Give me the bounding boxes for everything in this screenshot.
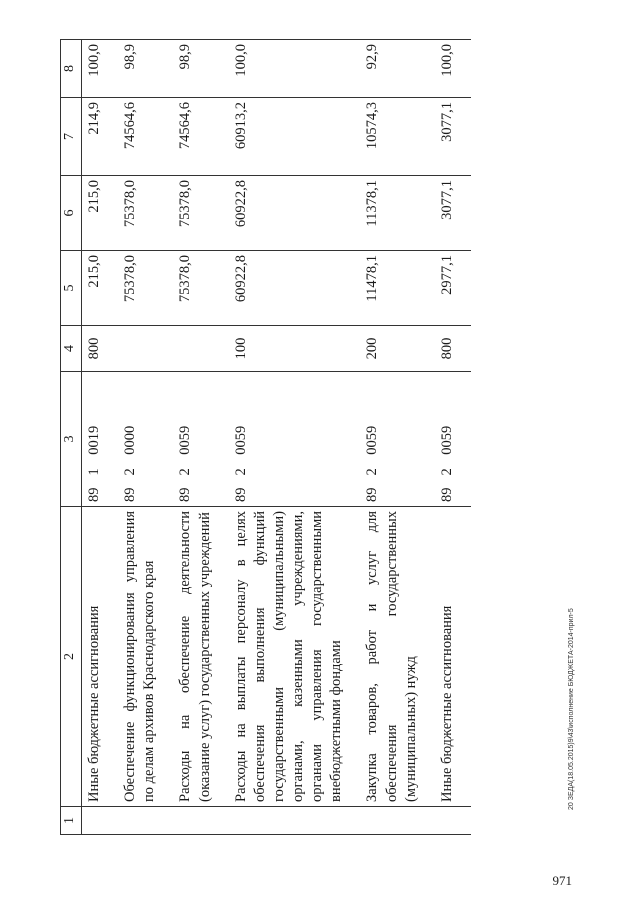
- row-approved: 60922,8: [229, 176, 361, 251]
- row-exp-type: [173, 326, 228, 372]
- row-exp-type: 800: [82, 326, 119, 372]
- row-name: Иные бюджетные ассигнования: [82, 507, 119, 807]
- row-plan: 75378,0: [173, 251, 228, 326]
- row-codes: 8920059: [229, 372, 361, 507]
- header-row: [61, 40, 82, 835]
- table-row: [435, 40, 471, 835]
- row-executed: 60913,2: [229, 98, 361, 176]
- col-header: 1: [61, 807, 82, 835]
- rotated-content: [60, 40, 590, 835]
- budget-table: [60, 39, 471, 835]
- row-plan: 11478,1: [360, 251, 434, 326]
- row-approved: 3077,1: [435, 176, 471, 251]
- row-exp-type: 200: [360, 326, 434, 372]
- col-header: 2: [61, 507, 82, 807]
- row-codes: 8920059: [173, 372, 228, 507]
- table-row: [118, 40, 173, 835]
- col-header: 8: [61, 40, 82, 98]
- col-header: 3: [61, 372, 82, 507]
- row-executed: 10574,3: [360, 98, 434, 176]
- row-name: Обеспечение функционирования управления по делам архивов Краснодарского края: [118, 507, 173, 807]
- row-name: Расходы на выплаты персоналу в целях обеспечения выполнения функций государственными (муниципальными) органами, казенными учреждениями, органами управления государственными внебюджетными фондами: [229, 507, 361, 807]
- row-executed: 3077,1: [435, 98, 471, 176]
- col-header: 6: [61, 176, 82, 251]
- row-percent: 98,9: [118, 40, 173, 98]
- row-percent: 92,9: [360, 40, 434, 98]
- row-name: Расходы на обеспечение деятельности (оказание услуг) государственных учреждений: [173, 507, 228, 807]
- row-exp-type: [118, 326, 173, 372]
- row-percent: 100,0: [435, 40, 471, 98]
- table-row: [360, 40, 434, 835]
- row-exp-type: 100: [229, 326, 361, 372]
- row-percent: 100,0: [82, 40, 119, 98]
- row-executed: 74564,6: [118, 98, 173, 176]
- page-number: 971: [552, 873, 572, 888]
- table-row: [82, 40, 119, 835]
- row-codes: 8920059: [435, 372, 471, 507]
- row-approved: 75378,0: [173, 176, 228, 251]
- row-name: Иные бюджетные ассигнования: [435, 507, 471, 807]
- row-codes: 8910019: [82, 372, 119, 507]
- row-exp-type: 800: [435, 326, 471, 372]
- col-header: 7: [61, 98, 82, 176]
- row-approved: 11378,1: [360, 176, 434, 251]
- table-row: [173, 40, 228, 835]
- row-name: Закупка товаров, работ и услуг для обеспечения государственных (муниципальных) нужд: [360, 507, 434, 807]
- row-approved: 215,0: [82, 176, 119, 251]
- footer-file-path: 20 ЗЕДА(18.05.2015)9\43\исполнение БЮДЖЕТА-2014-прил-5: [568, 608, 575, 810]
- row-executed: 74564,6: [173, 98, 228, 176]
- row-percent: 98,9: [173, 40, 228, 98]
- row-plan: 75378,0: [118, 251, 173, 326]
- row-codes: 8920000: [118, 372, 173, 507]
- row-plan: 215,0: [82, 251, 119, 326]
- row-approved: 75378,0: [118, 176, 173, 251]
- row-percent: 100,0: [229, 40, 361, 98]
- row-codes: 8920059: [360, 372, 434, 507]
- row-executed: 214,9: [82, 98, 119, 176]
- col-header: 4: [61, 326, 82, 372]
- col-header: 5: [61, 251, 82, 326]
- table-row: [229, 40, 361, 835]
- row-plan: 60922,8: [229, 251, 361, 326]
- row-plan: 2977,1: [435, 251, 471, 326]
